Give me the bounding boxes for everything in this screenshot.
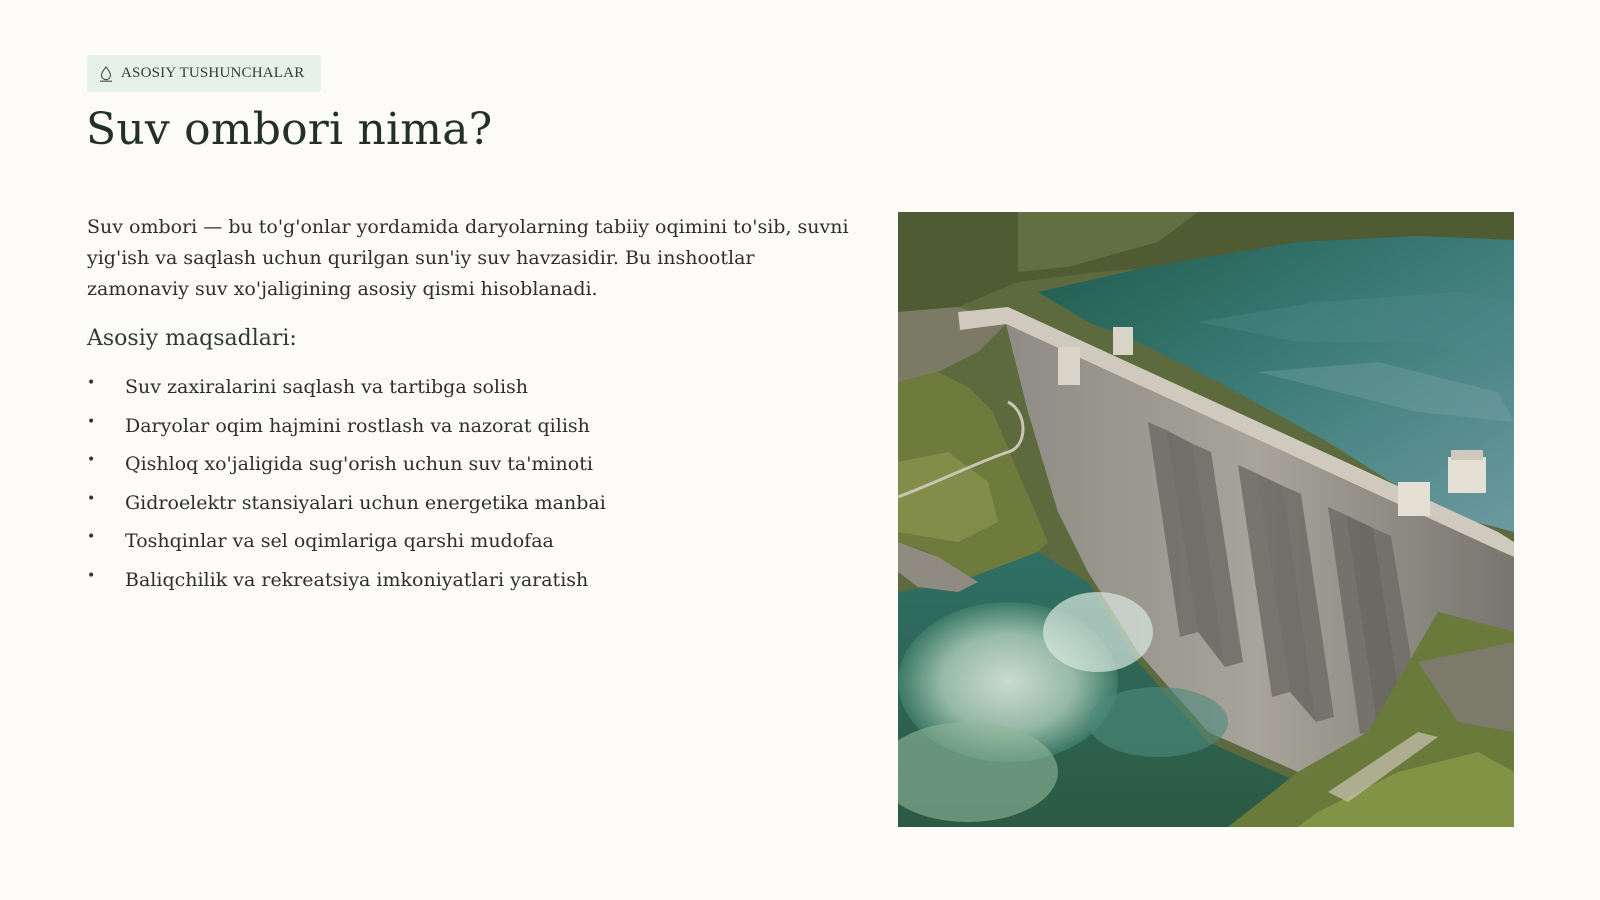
goal-text: Toshqinlar va sel oqimlariga qarshi mudofaa (125, 530, 554, 552)
bullet-icon: • (87, 375, 96, 391)
water-drop-icon (99, 66, 113, 82)
list-item (87, 451, 857, 490)
bullet-icon: • (87, 413, 96, 430)
dam-photo (898, 212, 1514, 827)
goal-text: Daryolar oqim hajmini rostlash va nazorat qilish (125, 414, 590, 437)
goals-list (87, 374, 857, 605)
list-item (87, 374, 857, 413)
text-column (87, 212, 857, 605)
goals-heading: Asosiy maqsadlari: (87, 326, 297, 351)
bullet-icon: • (87, 567, 96, 584)
bullet-icon: • (87, 452, 96, 468)
list-item (87, 528, 857, 567)
intake-tower (1398, 482, 1430, 516)
intake-tower (1448, 457, 1486, 493)
badge-label: ASOSIY TUSHUNCHALAR (121, 65, 305, 81)
goal-text: Gidroelektr stansiyalari uchun energetika manbai (125, 491, 606, 514)
intro-paragraph: Suv ombori — bu to'g'onlar yordamida daryolarning tabiiy oqimini to'sib, suvni yig'ish va saqlash uchun qurilgan sun'iy suv havzasidir. Bu inshootlar zamonaviy suv xo'jaligining asosiy qismi hisoblanadi. (87, 216, 849, 300)
bullet-icon: • (87, 490, 96, 507)
goal-text: Suv zaxiralarini saqlash va tartibga solish (125, 376, 529, 398)
page-title: Suv ombori nima? (86, 104, 493, 155)
bullet-icon: • (87, 529, 96, 545)
list-item (87, 567, 857, 606)
goal-text: Qishloq xo'jaligida sug'orish uchun suv ta'minoti (125, 453, 593, 475)
goal-text: Baliqchilik va rekreatsiya imkoniyatlari yaratish (125, 568, 589, 591)
list-item (87, 490, 857, 529)
section-badge (87, 55, 321, 92)
dam-illustration (898, 212, 1514, 827)
list-item (87, 413, 857, 452)
